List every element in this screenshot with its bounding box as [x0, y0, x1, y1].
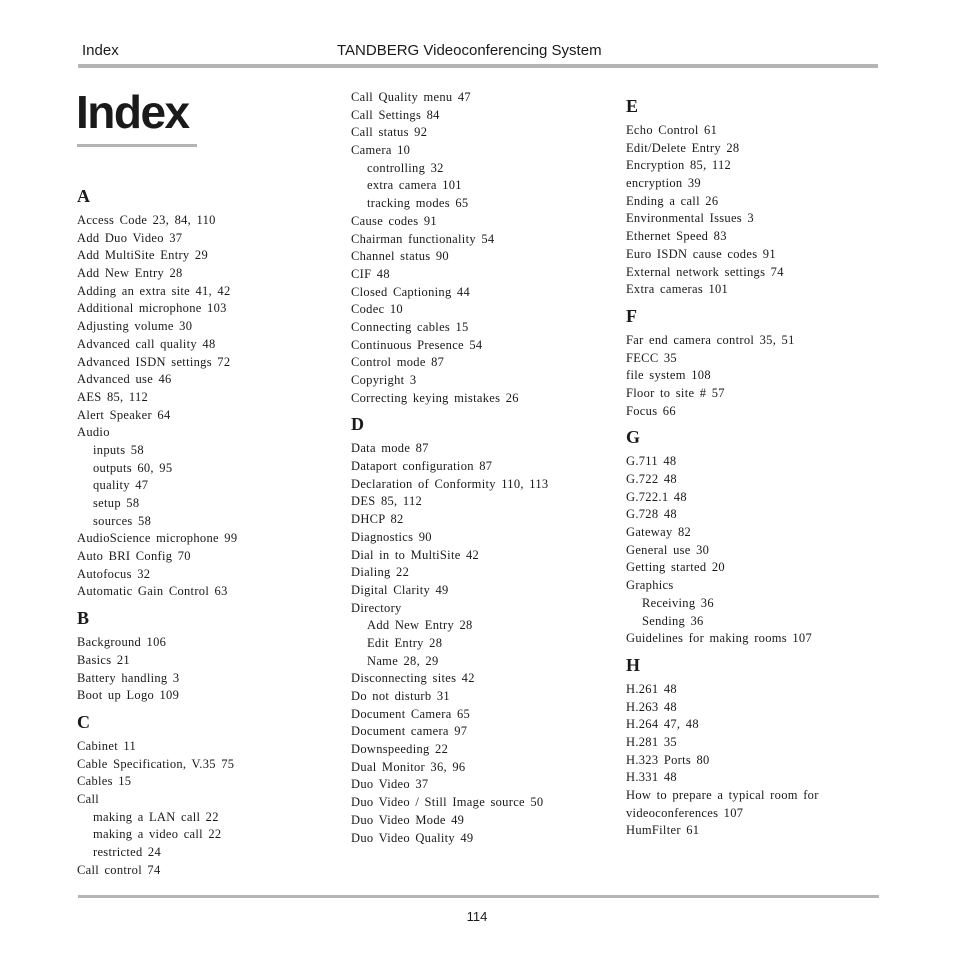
index-entry: Call Quality menu 47 — [351, 90, 471, 104]
index-entry: Call — [77, 791, 100, 806]
index-subentry: Sending 36 — [642, 613, 704, 628]
index-subentry: tracking modes 65 — [367, 196, 469, 211]
index-entry: Encryption 85, 112 — [626, 158, 732, 173]
index-entry: Directory — [351, 600, 402, 615]
index-entry: encryption 39 — [626, 176, 701, 191]
index-entry: Far end camera control 35, 51 — [626, 332, 795, 347]
index-entry: Additional microphone 103 — [77, 301, 227, 316]
index-entry: AudioScience microphone 99 — [77, 531, 238, 546]
index-subentry: extra camera 101 — [367, 178, 462, 193]
index-entry: HumFilter 61 — [626, 823, 700, 838]
index-column-1 — [77, 179, 327, 879]
index-letter-heading: H — [626, 654, 641, 675]
index-column-2 — [351, 89, 611, 847]
index-letter-heading: A — [77, 186, 90, 206]
index-entry: Downspeeding 22 — [351, 742, 449, 757]
index-entry: Access Code 23, 84, 110 — [77, 213, 216, 227]
index-entry: Alert Speaker 64 — [77, 407, 171, 422]
index-entry: Continuous Presence 54 — [351, 337, 483, 352]
index-subentry: Add New Entry 28 — [367, 618, 473, 633]
index-subentry: quality 47 — [93, 478, 149, 493]
index-entry: G.722.1 48 — [626, 489, 687, 504]
header-section-label: Index — [82, 42, 119, 59]
index-subentry: setup 58 — [93, 496, 140, 510]
index-subentry: controlling 32 — [367, 160, 444, 175]
index-entry: Focus 66 — [626, 403, 676, 418]
index-entry: Cable Specification, V.35 75 — [77, 756, 235, 771]
index-entry: Codec 10 — [351, 302, 403, 317]
index-entry: Cabinet 11 — [77, 738, 137, 753]
index-entry: Ending a call 26 — [626, 193, 719, 208]
index-entry: Duo Video / Still Image source 50 — [351, 795, 544, 810]
index-subentry: restricted 24 — [93, 845, 162, 859]
index-entry: Ethernet Speed 83 — [626, 229, 727, 244]
index-entry: G.711 48 — [626, 454, 677, 469]
index-entry: H.323 Ports 80 — [626, 752, 710, 767]
index-entry: Autofocus 32 — [77, 566, 151, 581]
index-entry: Dialing 22 — [351, 565, 410, 580]
index-entry: Call Settings 84 — [351, 107, 440, 122]
index-entry: videoconferences 107 — [626, 805, 744, 820]
index-entry: Gateway 82 — [626, 525, 692, 540]
index-entry: Dial in to MultiSite 42 — [351, 547, 480, 562]
index-entry: CIF 48 — [351, 266, 390, 281]
index-entry: Declaration of Conformity 110, 113 — [351, 476, 549, 491]
index-entry: Basics 21 — [77, 652, 130, 667]
index-entry: Audio — [77, 425, 110, 440]
page-number: 114 — [466, 909, 488, 924]
index-entry: Disconnecting sites 42 — [351, 671, 475, 686]
index-entry: Closed Captioning 44 — [351, 284, 471, 299]
index-entry: G.722 48 — [626, 472, 677, 486]
index-entry: Add Duo Video 37 — [77, 230, 183, 245]
index-entry: Duo Video 37 — [351, 777, 429, 792]
index-letter-heading: F — [626, 305, 637, 326]
index-entry: Advanced call quality 48 — [77, 336, 216, 351]
index-entry: AES 85, 112 — [77, 389, 149, 404]
index-entry: Copyright 3 — [351, 373, 417, 387]
index-entry: Control mode 87 — [351, 355, 445, 370]
index-letter-heading: G — [626, 427, 641, 448]
index-entry: Extra cameras 101 — [626, 282, 729, 297]
index-entry: Environmental Issues 3 — [626, 211, 754, 226]
index-entry: General use 30 — [626, 542, 710, 557]
index-entry: H.263 48 — [626, 699, 677, 714]
index-entry: Battery handling 3 — [77, 670, 180, 685]
header-document-title: TANDBERG Videoconferencing System — [337, 42, 602, 59]
index-entry: Auto BRI Config 70 — [77, 549, 191, 564]
index-subentry: making a video call 22 — [93, 827, 222, 842]
index-entry: Adjusting volume 30 — [77, 319, 193, 334]
index-entry: file system 108 — [626, 368, 711, 383]
index-entry: Edit/Delete Entry 28 — [626, 140, 740, 155]
index-entry: Document camera 97 — [351, 724, 468, 739]
index-entry: Dataport configuration 87 — [351, 459, 493, 474]
index-entry: Dual Monitor 36, 96 — [351, 759, 466, 774]
index-subentry: making a LAN call 22 — [93, 809, 219, 824]
index-entry: Diagnostics 90 — [351, 529, 432, 544]
index-entry: Correcting keying mistakes 26 — [351, 390, 519, 405]
index-entry: Adding an extra site 41, 42 — [77, 283, 231, 298]
index-column-3 — [626, 89, 878, 840]
index-entry: Digital Clarity 49 — [351, 582, 449, 597]
index-entry: Cables 15 — [77, 774, 132, 789]
index-entry: DES 85, 112 — [351, 494, 423, 509]
index-entry: Background 106 — [77, 635, 167, 650]
index-subentry: Edit Entry 28 — [367, 635, 443, 650]
index-entry: Document Camera 65 — [351, 706, 471, 721]
index-entry: Automatic Gain Control 63 — [77, 584, 228, 599]
index-entry: G.728 48 — [626, 507, 677, 522]
index-letter-heading: D — [351, 414, 364, 435]
header-divider — [78, 64, 878, 68]
index-entry: Cause codes 91 — [351, 213, 437, 228]
index-entry: How to prepare a typical room for — [626, 788, 819, 802]
page-title: Index — [76, 86, 189, 138]
index-entry: Connecting cables 15 — [351, 319, 469, 334]
index-entry: Add New Entry 28 — [77, 266, 183, 281]
index-subentry: Name 28, 29 — [367, 653, 439, 668]
index-subentry: inputs 58 — [93, 442, 144, 457]
index-entry: Camera 10 — [351, 143, 411, 158]
index-entry: Duo Video Quality 49 — [351, 830, 474, 845]
index-entry: Getting started 20 — [626, 560, 725, 575]
index-letter-heading: E — [626, 96, 639, 116]
index-subentry: Receiving 36 — [642, 595, 714, 610]
index-entry: Graphics — [626, 578, 674, 593]
index-entry: FECC 35 — [626, 350, 677, 365]
index-entry: Call control 74 — [77, 862, 161, 877]
index-entry: Data mode 87 — [351, 441, 429, 456]
index-entry: Advanced ISDN settings 72 — [77, 354, 231, 369]
index-entry: Call status 92 — [351, 125, 428, 140]
index-entry: DHCP 82 — [351, 512, 404, 527]
index-entry: Echo Control 61 — [626, 123, 718, 137]
index-entry: H.264 47, 48 — [626, 717, 699, 732]
index-entry: External network settings 74 — [626, 264, 784, 279]
index-entry: Add MultiSite Entry 29 — [77, 248, 209, 263]
footer-divider — [78, 895, 879, 898]
title-underline — [77, 144, 197, 147]
index-entry: Euro ISDN cause codes 91 — [626, 246, 776, 261]
index-entry: Do not disturb 31 — [351, 689, 450, 703]
index-entry: H.261 48 — [626, 681, 677, 696]
index-entry: Guidelines for making rooms 107 — [626, 631, 813, 646]
index-entry: Boot up Logo 109 — [77, 688, 180, 703]
index-entry: Floor to site # 57 — [626, 385, 725, 400]
index-subentry: sources 58 — [93, 513, 152, 528]
index-subentry: outputs 60, 95 — [93, 460, 173, 475]
index-letter-heading: B — [77, 608, 90, 629]
index-entry: Channel status 90 — [351, 249, 449, 264]
index-letter-heading: C — [77, 711, 90, 732]
index-entry: H.281 35 — [626, 734, 677, 749]
index-entry: H.331 48 — [626, 770, 677, 785]
index-entry: Duo Video Mode 49 — [351, 812, 465, 827]
index-entry: Chairman functionality 54 — [351, 231, 495, 246]
index-entry: Advanced use 46 — [77, 372, 172, 387]
